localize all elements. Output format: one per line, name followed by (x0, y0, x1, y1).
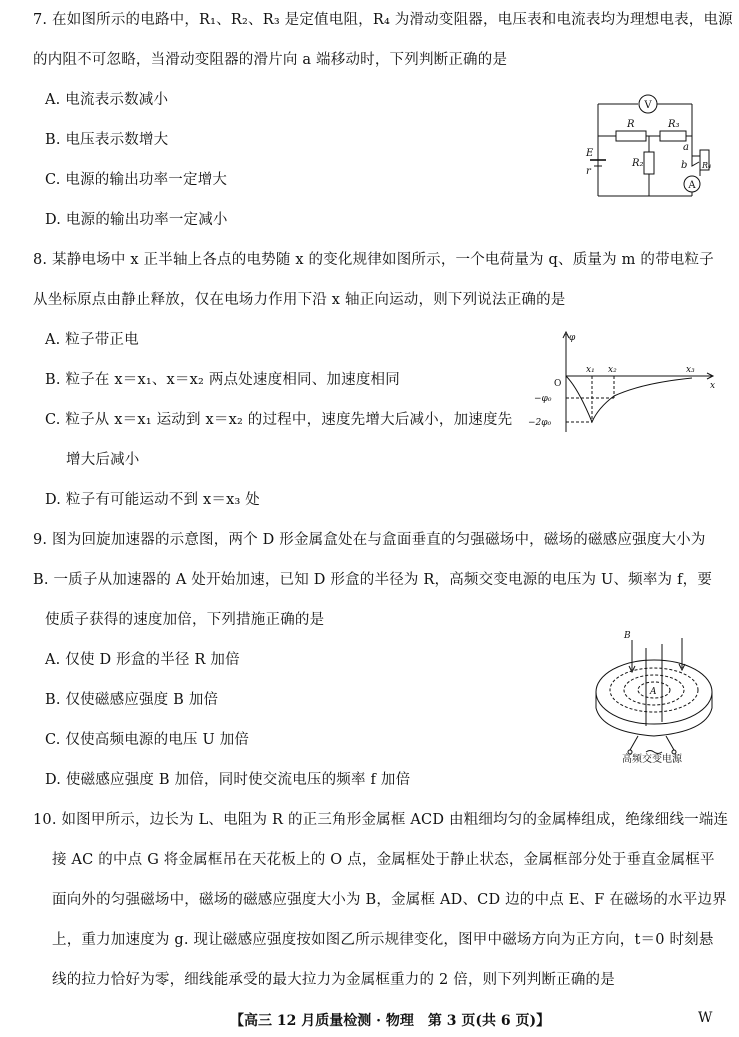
q9-option-d: D. 使磁感应强度 B 加倍，同时使交流电压的频率 f 加倍 (45, 772, 411, 788)
r2-label: R₂ (632, 158, 644, 169)
emf-label: E (586, 148, 594, 159)
q10-line-1: 10. 如图甲所示，边长为 L、电阻为 R 的正三角形金属框 ACD 由粗细均匀的金属棒组成，绝缘细线一端连 (33, 812, 729, 828)
q8-stem-line-1: 8. 某静电场中 x 正半轴上各点的电势随 x 的变化规律如图所示，一个电荷量为 q、质量为 m 的带电粒子 (33, 252, 714, 268)
q9-option-a: A. 仅使 D 形盒的半径 R 加倍 (45, 652, 240, 668)
r4-label: R₄ (702, 161, 712, 170)
slider-b-label: b (681, 160, 688, 171)
b-field-label: B (624, 631, 631, 641)
q8-option-d: D. 粒子有可能运动不到 x＝x₃ 处 (45, 492, 261, 508)
phi-label: φ (569, 333, 576, 343)
r3-label: R₃ (668, 119, 680, 130)
q7-option-c: C. 电源的输出功率一定增大 (45, 172, 228, 188)
q8-stem-line-2: 从坐标原点由静止释放，仅在电场力作用下沿 x 轴正向运动，则下列说法正确的是 (33, 292, 566, 308)
x3-label: x₃ (686, 365, 695, 375)
footer-title: 【高三 12 月质量检测 · 物理 第 3 页(共 6 页)】 (230, 1013, 551, 1029)
x-label: x (710, 381, 716, 391)
neg-2phi0-label: −2φ₀ (528, 418, 552, 428)
q10-line-2: 接 AC 的中点 G 将金属框吊在天花板上的 O 点，金属框处于静止状态，金属框部分处于垂直金属框平 (52, 852, 715, 868)
q9-stem-line-3: 使质子获得的速度加倍，下列措施正确的是 (45, 612, 325, 628)
q7-circuit-figure (582, 88, 722, 206)
q10-line-5: 线的拉力恰好为零，细线能承受的最大拉力为金属框重力的 2 倍，则下列判断正确的是 (52, 972, 615, 988)
ammeter-label: A (688, 180, 696, 191)
q8-option-c-cont: 增大后减小 (66, 452, 140, 468)
q7-stem-line-1: 7. 在如图所示的电路中，R₁、R₂、R₃ 是定值电阻，R₄ 为滑动变阻器，电压表和电流表均为理想电表，电源 (33, 12, 733, 28)
potential-curve (566, 376, 692, 422)
neg-phi0-label: −φ₀ (534, 394, 552, 404)
r-label: R (627, 119, 635, 130)
x2-label: x₂ (608, 365, 617, 375)
x1-label: x₁ (586, 365, 595, 375)
q10-line-3: 面向外的匀强磁场中，磁场的磁感应强度大小为 B，金属框 AD、CD 边的中点 E、F 在磁场的水平边界 (52, 892, 727, 908)
q9-stem-line-2: B. 一质子从加速器的 A 处开始加速，已知 D 形盒的半径为 R，高频交变电源的电压为 U、频率为 f，要 (33, 572, 713, 588)
q9-option-b: B. 仅使磁感应强度 B 加倍 (45, 692, 219, 708)
q7-stem-line-2: 的内阻不可忽略，当滑动变阻器的滑片向 a 端移动时，下列判断正确的是 (33, 52, 508, 68)
q8-option-c: C. 粒子从 x＝x₁ 运动到 x＝x₂ 的过程中，速度先增大后减小，加速度先 (45, 412, 513, 428)
q8-option-b: B. 粒子在 x＝x₁、x＝x₂ 两点处速度相同、加速度相同 (45, 372, 400, 388)
q7-option-a: A. 电流表示数减小 (45, 92, 169, 108)
q10-line-4: 上，重力加速度为 g. 现让磁感应强度按如图乙所示规律变化，图甲中磁场方向为正方向，t＝0 时刻悬 (52, 932, 714, 948)
q7-option-d: D. 电源的输出功率一定减小 (45, 212, 228, 228)
q8-option-a: A. 粒子带正电 (45, 332, 139, 348)
q9-option-c: C. 仅使高频电源的电压 U 加倍 (45, 732, 250, 748)
a-point-label: A (650, 687, 657, 697)
q9-stem-line-1: 9. 图为回旋加速器的示意图，两个 D 形金属盒处在与盒面垂直的匀强磁场中，磁场的磁感应强度大小为 (33, 532, 706, 548)
footer-mark: W (698, 1010, 713, 1026)
slider-a-label: a (683, 142, 689, 153)
q9-cyclotron-figure (586, 630, 726, 764)
q7-option-b: B. 电压表示数增大 (45, 132, 169, 148)
power-source-caption: 高频交变电源 (622, 754, 682, 764)
origin-label: O (554, 379, 562, 389)
q8-potential-graph (522, 328, 718, 438)
internal-r-label: r (586, 166, 591, 177)
voltmeter-label: V (644, 100, 652, 111)
